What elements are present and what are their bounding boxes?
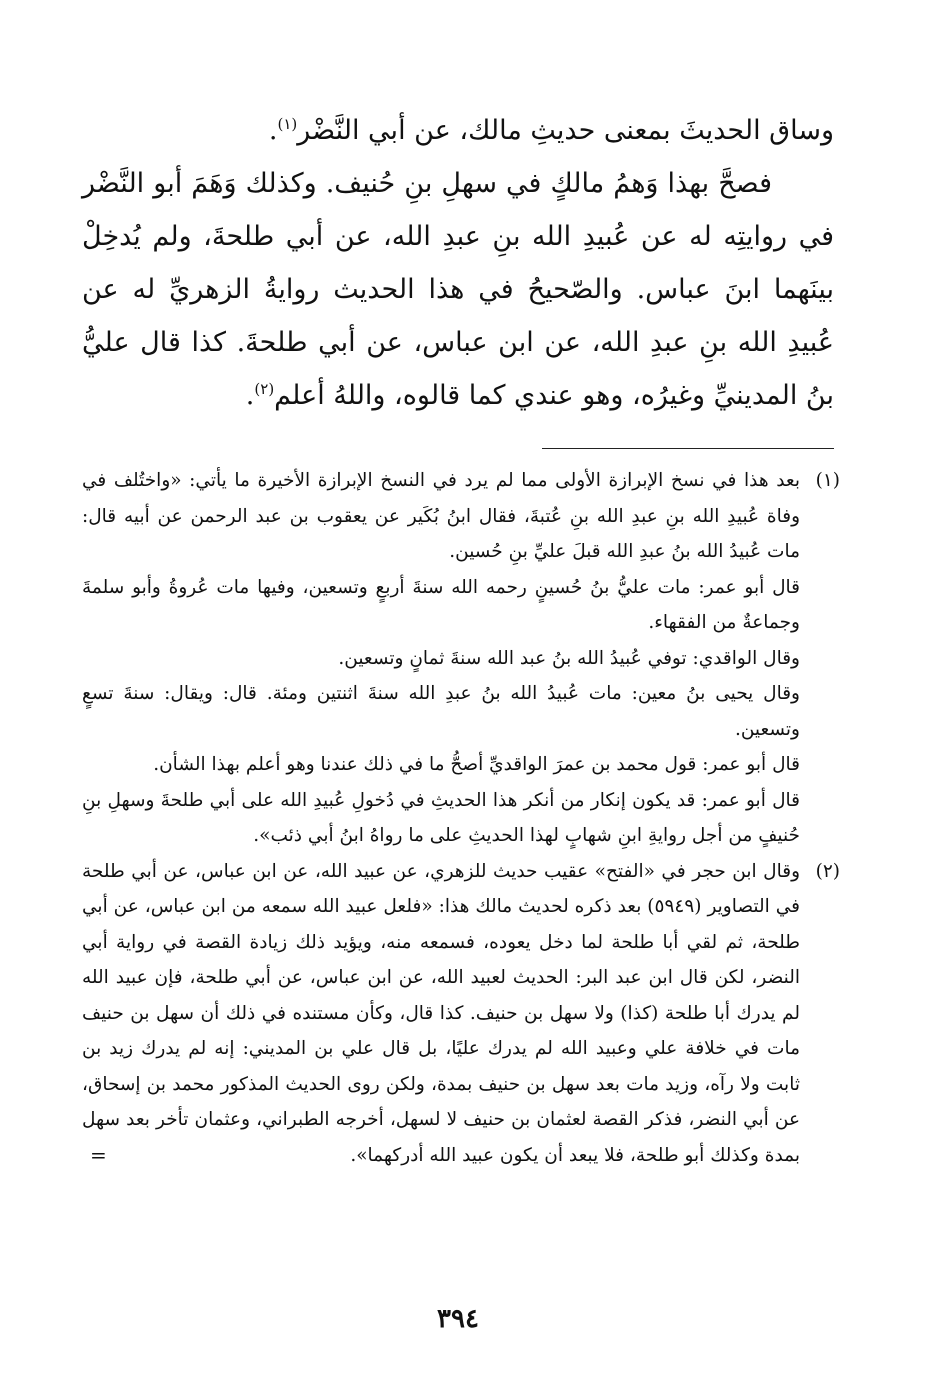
footnote-line: وقال يحيى بنُ معين: مات عُبيدُ الله بنُ عبدِ الله سنةَ اثنتين ومئة. قال: ويقال: سنةَ تسعٍ وتسعين.	[82, 683, 800, 740]
footnote-number: (٢)	[815, 860, 840, 882]
footnote-line: وقال ابن حجر في «الفتح» عقيب حديث للزهري، عن عبيد الله، عن ابن عباس، عن أبي طلحة في التصاوير (٥٩٤٩) بعد ذكره لحديث مالك هذا: «فلعل عبيد الله سمعه من ابن عباس، عن أبي طلحة، ثم لقي أبا طلحة لما دخل يعوده، فسمعه منه، ويؤيد ذلك زيادة القصة في رواية أبي النضر، لكن قال ابن عبد البر: الحديث لعبيد الله، عن ابن عباس، عن أبي طلحة، فإن عبيد الله لم يدرك أبا طلحة (كذا) ولا سهل بن حنيف. كذا قال، وكأن مستنده في ذلك أن سهل بن حنيف مات في خلافة علي وعبيد الله لم يدرك عليًا، بل قال علي بن المديني: إنه لم يدرك زيد بن ثابت ولا رآه، وزيد مات بعد سهل بن حنيف بمدة، ولكن روى الحديث المذكور محمد بن إسحاق، عن أبي النضر، فذكر القصة لعثمان بن حنيف لا لسهل، أخرجه الطبراني، وعثمان تأخر بعد سهل بمدة وكذلك أبو طلحة، فلا يبعد أن يكون عبيد الله أدركهما».	[82, 860, 800, 1166]
paragraph-tail: .	[268, 115, 278, 146]
footnote-line: قال أبو عمر: مات عليُّ بنُ حُسينٍ رحمه الله سنةَ أربعٍ وتسعين، وفيها مات عُروةُ وأبو سلمةَ وجماعةٌ من الفقهاء.	[82, 576, 800, 633]
main-paragraph-2	[82, 157, 834, 422]
continuation-mark: =	[90, 1142, 107, 1167]
footnote-line: قال أبو عمر: قد يكون إنكار من أنكر هذا الحديثِ في دُخولِ عُبيدِ الله على أبي طلحةَ وسهلِ بنِ حُنيفٍ من أجل روايةِ ابنِ شهابٍ لهذا الحديثِ على ما رواهُ ابنُ أبي ذئب».	[82, 789, 800, 846]
footnote-line: وقال الواقدي: توفي عُبيدُ الله بنُ عبد الله سنةَ ثمانٍ وتسعين.	[338, 647, 800, 669]
footnote-separator	[542, 448, 834, 449]
footnote-ref-1[interactable]: (١)	[277, 115, 298, 133]
footnote-ref-2[interactable]: (٢)	[254, 380, 275, 398]
footnotes	[82, 463, 840, 1173]
paragraph-text: فصحَّ بهذا وَهمُ مالكٍ في سهلِ بنِ حُنيف. وكذلك وَهَمَ أبو النَّضْر في روايتِه له عن عُبيدِ الله بنِ عبدِ الله، عن أبي طلحةَ، ولم يُدخِلْ بينَهما ابنَ عباس. والصّحيحُ في هذا الحديث روايةُ الزهريِّ له عن عُبيدِ الله بنِ عبدِ الله، عن ابن عباس، عن أبي طلحةَ. كذا قال عليُّ بنُ المدينيِّ وغيرُه، وهو عندي كما قالوه، واللهُ أعلم	[82, 168, 834, 411]
main-paragraph-1	[82, 104, 834, 157]
footnote-1	[82, 463, 840, 854]
paragraph-text: وساق الحديثَ بمعنى حديثِ مالك، عن أبي النَّضْر	[297, 115, 834, 146]
footnote-line: بعد هذا في نسخ الإبرازة الأولى مما لم يرد في النسخ الإبرازة الأخيرة ما يأتي: «واختُلف في وفاة عُبيدِ الله بنِ عبدِ الله بنِ عُتبةَ، فقال ابنُ بُكَير عن يعقوب بن عبد الرحمن عن أبيه قال: مات عُبيدُ الله بنُ عبدِ الله قبلَ عليِّ بنِ حُسين.	[82, 470, 800, 562]
paragraph-tail: .	[245, 380, 255, 411]
book-page	[82, 104, 840, 1344]
page-number: ٣٩٤	[437, 1304, 479, 1334]
footnote-number: (١)	[815, 470, 840, 491]
footnote-2	[82, 854, 840, 1174]
footnote-line: قال أبو عمر: قول محمد بن عمرَ الواقديِّ أصحُّ ما في ذلك عندنا وهو أعلم بهذا الشأن.	[153, 754, 800, 775]
main-text	[82, 104, 834, 422]
